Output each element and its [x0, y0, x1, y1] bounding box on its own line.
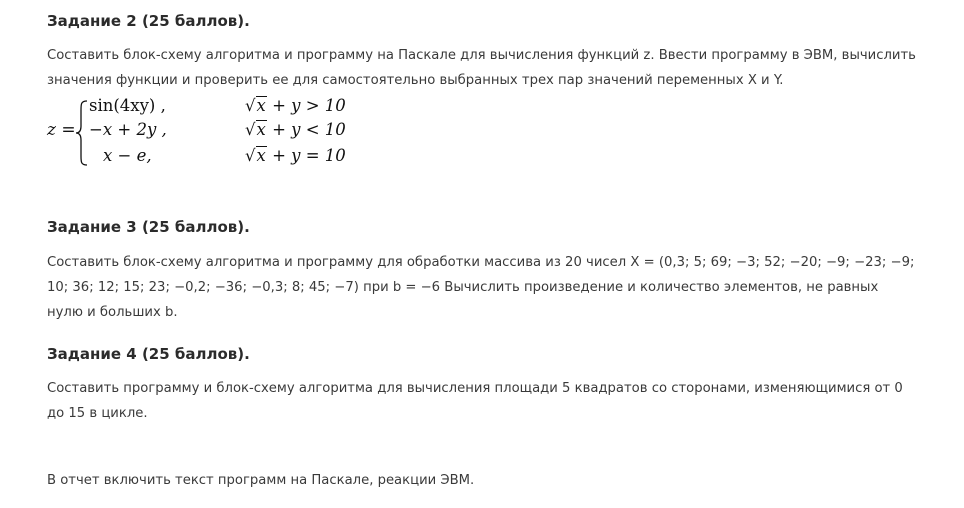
formula-case-1: sin(4xy) ,	[89, 96, 166, 115]
formula-case-2: −x + 2y ,	[89, 120, 167, 139]
sqrt-argument: x	[256, 96, 266, 115]
task4-heading: Задание 4 (25 баллов).	[47, 345, 250, 363]
formula-condition-1	[245, 96, 346, 115]
task2-heading: Задание 2 (25 баллов).	[47, 12, 250, 30]
formula-condition-2	[245, 120, 346, 139]
task4-text: Составить программу и блок-схему алгоритма для вычисления площади 5 квадратов со сторонами, изменяющимися от 0 до 15 в цикле.	[47, 381, 903, 421]
footer-text: В отчет включить текст программ на Паскале, реакции ЭВМ.	[47, 473, 475, 488]
formula-condition-3	[245, 146, 346, 165]
condition-rest: + y = 10	[266, 146, 346, 165]
sqrt-argument: x	[256, 120, 266, 139]
sqrt-icon: √x	[245, 120, 266, 139]
piecewise-formula	[47, 96, 407, 170]
condition-rest: + y > 10	[266, 96, 346, 115]
condition-rest: + y < 10	[266, 120, 346, 139]
sqrt-argument: x	[256, 146, 266, 165]
formula-lhs: z =	[47, 120, 76, 140]
formula-case-3: x − e,	[103, 146, 152, 165]
sqrt-icon: √x	[245, 96, 266, 115]
task3-text: Составить блок-схему алгоритма и программу для обработки массива из 20 чисел X = (0,3; 5; 69; −3; 52; −20; −9; −23; −9; 10; 36; 12; 15; 23; −0,2; −36; −0,3; 8; 45; −7) при b = −6 Вычислить произведение и количество элементов, не равных нулю и больших b.	[47, 255, 915, 320]
left-brace-icon	[75, 100, 89, 166]
task3-heading: Задание 3 (25 баллов).	[47, 218, 250, 236]
sqrt-icon: √x	[245, 146, 266, 165]
task2-text: Составить блок-схему алгоритма и программу на Паскале для вычисления функций z. Ввести программу в ЭВМ, вычислить значения функции и проверить ее для самостоятельно выбранных трех пар значений переменных X и Y.	[47, 48, 916, 88]
